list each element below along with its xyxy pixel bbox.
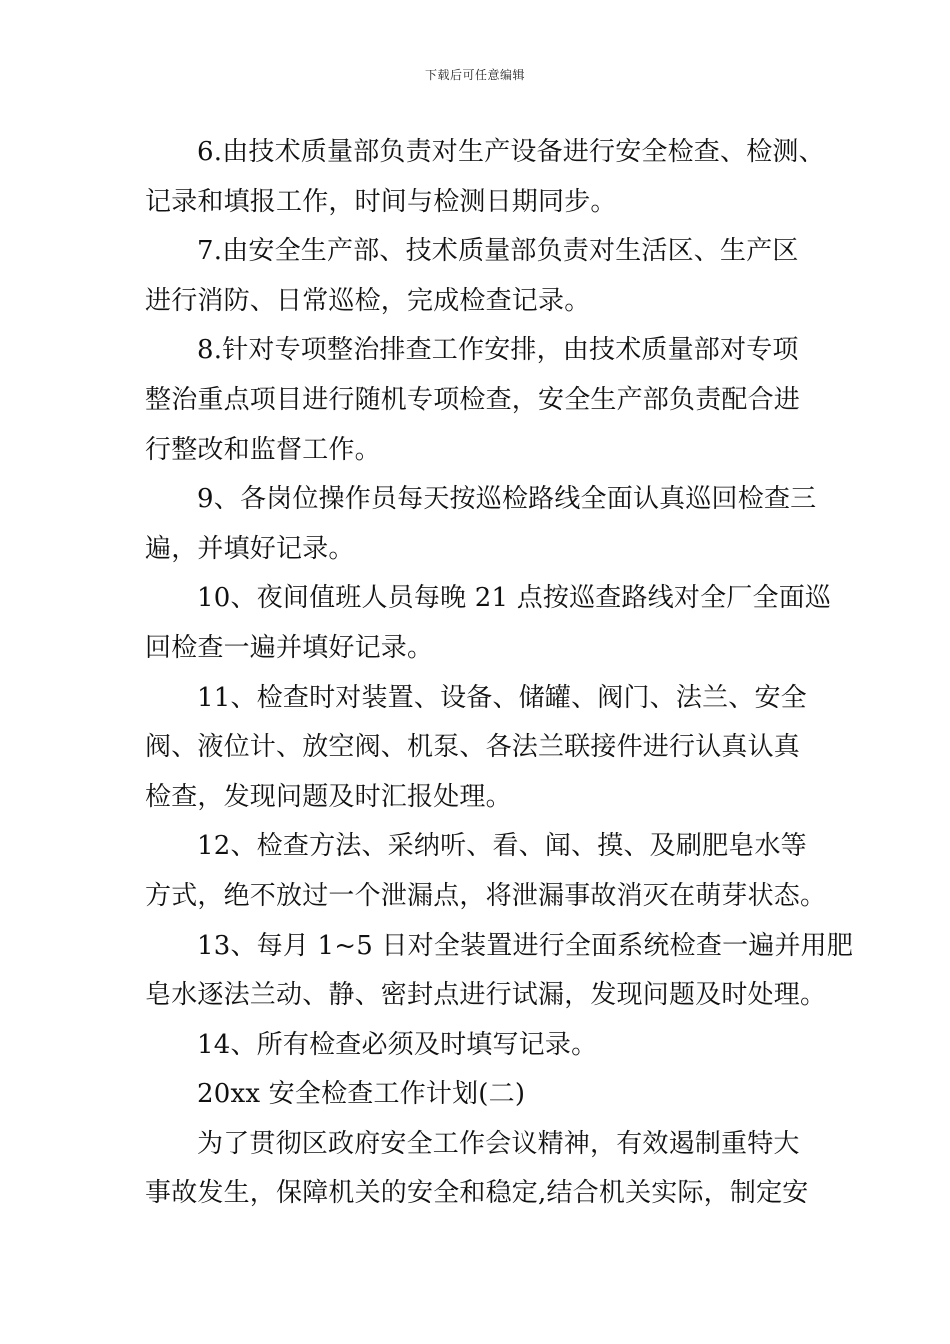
paragraph-line: 进行消防、日常巡检，完成检查记录。 [145,285,591,316]
paragraph-item-14 [145,1021,825,1071]
paragraph-line: 遍，并填好记录。 [145,533,355,564]
paragraph-line: 检查，发现问题及时汇报处理。 [145,781,512,812]
paragraph-line: 10、夜间值班人员每晚 21 点按巡查路线对全厂全面巡 [197,583,832,614]
paragraph-line: 13、每月 1~5 日对全装置进行全面系统检查一遍并用肥 [197,930,854,961]
paragraph-line: 事故发生，保障机关的安全和稳定,结合机关实际，制定安 [145,1178,809,1209]
document-body [145,128,854,1219]
page-header: 下载后可任意编辑 [424,68,525,82]
paragraph-line: 皂水逐法兰动、静、密封点进行试漏，发现问题及时处理。 [145,980,827,1011]
paragraph-item-13 [145,922,854,1021]
paragraph-line: 7.由安全生产部、技术质量部负责对生活区、生产区 [197,236,799,267]
paragraph-line: 阀、液位计、放空阀、机泵、各法兰联接件进行认真认真 [145,732,801,763]
paragraph-line: 14、所有检查必须及时填写记录。 [197,1029,598,1060]
paragraph-line: 为了贯彻区政府安全工作会议精神，有效遏制重特大 [197,1128,800,1159]
paragraph-line: 8.针对专项整治排查工作安排，由技术质量部对专项 [197,335,799,366]
paragraph-intro [145,1120,825,1219]
paragraph-line: 11、检查时对装置、设备、储罐、阀门、法兰、安全 [197,682,807,713]
paragraph-item-11 [145,674,825,823]
paragraph-item-7 [145,227,825,326]
section-heading [145,1070,825,1120]
paragraph-item-6 [145,128,825,227]
paragraph-item-12 [145,822,825,921]
paragraph-line: 回检查一遍并填好记录。 [145,632,434,663]
section-heading-text: 20xx 安全检查工作计划(二) [197,1079,526,1110]
paragraph-line: 行整改和监督工作。 [145,434,381,465]
paragraph-line: 6.由技术质量部负责对生产设备进行安全检查、检测、 [197,137,825,167]
paragraph-line: 12、检查方法、采纳听、看、闻、摸、及刷肥皂水等 [197,831,807,862]
paragraph-item-8 [145,326,825,475]
paragraph-line: 9、各岗位操作员每天按巡检路线全面认真巡回检查三 [197,484,817,515]
paragraph-line: 记录和填报工作，时间与检测日期同步。 [145,186,617,217]
paragraph-line: 整治重点项目进行随机专项检查，安全生产部负责配合进 [145,384,801,415]
paragraph-item-9 [145,475,825,574]
paragraph-item-10 [145,574,832,673]
paragraph-line: 方式，绝不放过一个泄漏点，将泄漏事故消灭在萌芽状态。 [145,880,827,911]
